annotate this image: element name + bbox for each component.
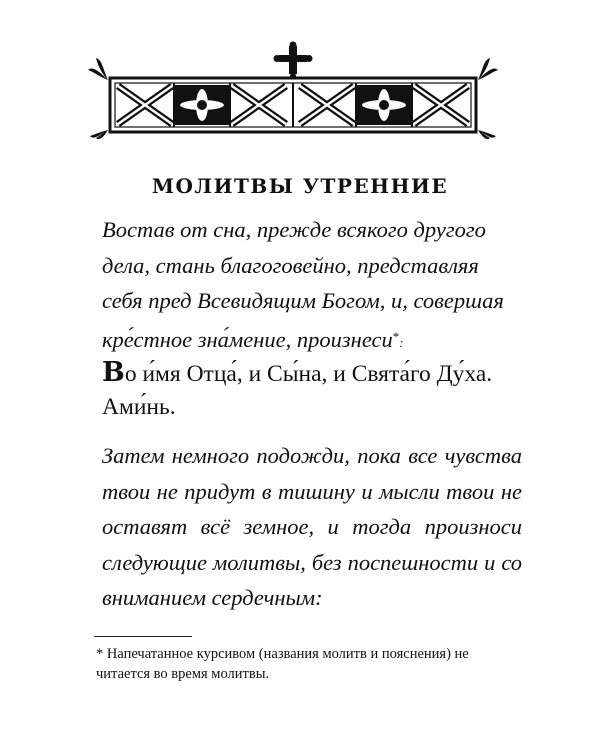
prayer-text: о и́мя Отца́, и Сы́на, и Свята́го Ду́ха. Ами́нь. (102, 361, 493, 420)
footnote-text: Напечатанное курсивом (названия молитв и пояснения) не читается во время молитвы. (96, 646, 469, 682)
decorative-header-ornament (88, 40, 498, 140)
instruction-text-2: Затем немного подожди, пока все чувства твои не придут в тишину и мысли твои не оставят всё земное, и тогда произноси следующие молитвы, без поспешности и со вниманием сердечным: (102, 443, 522, 610)
title-text: МОЛИТВЫ УТРЕННИЕ (151, 174, 449, 198)
footnote-divider (94, 636, 192, 637)
prayer-initial: В (102, 357, 125, 388)
prayer-paragraph (102, 356, 522, 424)
footnote-marker-bottom: * (96, 646, 104, 662)
instruction-paragraph-2 (102, 438, 522, 616)
page-title (0, 174, 600, 198)
instruction-end: : (399, 334, 404, 350)
instruction-paragraph-1 (102, 212, 522, 360)
footnote (96, 644, 510, 684)
cross-icon (274, 42, 313, 80)
instruction-text: Востав от сна, прежде всякого другого дела, стань благоговейно, представляя себя пред Всевидящим Богом, и, совершая кре́стное зна́мение, произнеси (102, 217, 504, 352)
ornament-panels (118, 83, 468, 127)
footnote-marker: * (392, 328, 400, 344)
